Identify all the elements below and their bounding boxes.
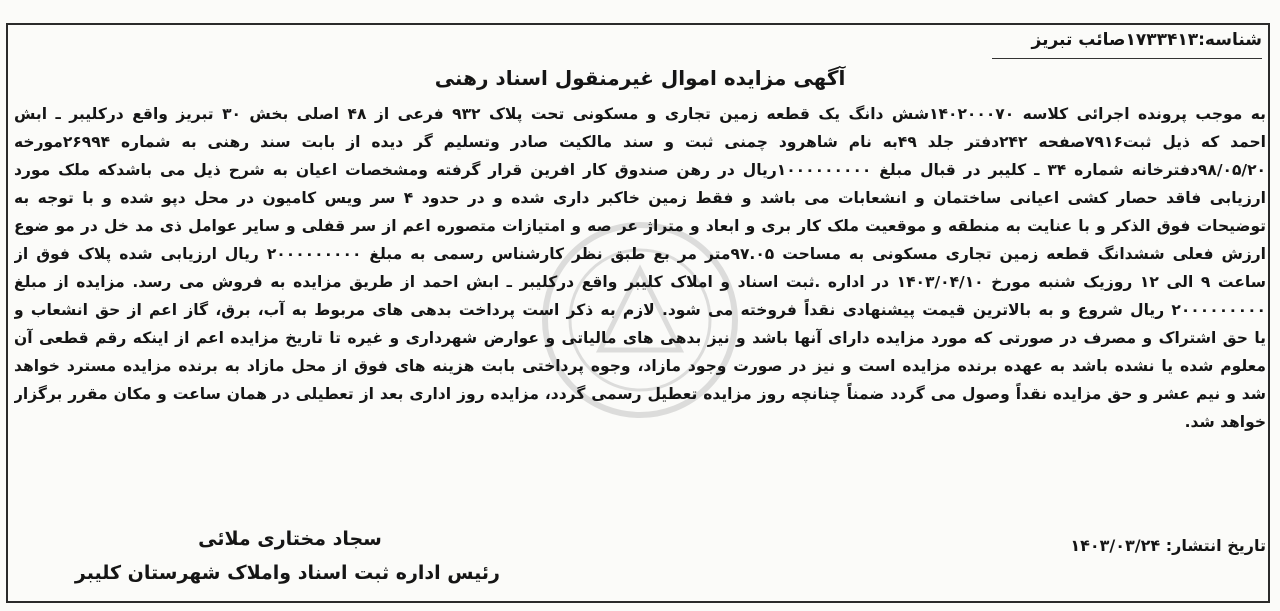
body-line: ساعت ۹ الی ۱۲ روزیک شنبه مورخ ۱۴۰۳/۰۴/۱۰ در اداره .ثبت اسناد و املاک کلیبر واقع درکلیبر ـ ابش احمد از طریق مزایده به فروش می رسد. مزایده از مبلغ — [14, 273, 1266, 291]
body-line: ارزش فعلی ششدانگ قطعه زمین تجاری مسکونی به مساحت ۹۷.۰۵متر مر بع طبق نظر کارشناس رسمی به مبلغ ۲۰۰۰۰۰۰۰۰۰ ریال ارزیابی شده پلاک فوق از — [14, 245, 1266, 263]
body-line: احمد که ذیل ثبت۷۹۱۶صفحه ۲۴۲دفتر جلد ۴۹به نام شاهرود چمنی ثبت و سند مالکیت صادر وتسلیم گر دیده از بابت سند رهنی به شماره ۲۶۹۹۴مورخه — [14, 133, 1266, 151]
body-line: خواهد شد. — [1184, 413, 1266, 431]
body-line: ارزیابی فاقد حصار کشی اعیانی ساختمان و انشعابات می باشد و فقط زمین خاکبر داری شده و در حدود ۴ سر ویس کامیون در محل دپو شده و با توجه به — [14, 189, 1266, 207]
body-line: ۲۰۰۰۰۰۰۰۰۰ ریال شروع و به بالاترین قیمت پیشنهادی نقداً فروخته می شود. لازم به ذکر است پرداخت بدهی های مربوط به آب، برق، گاز اعم از حق انشعاب و — [14, 301, 1266, 319]
signer-title: رئیس اداره ثبت اسناد واملاک شهرستان کلیبر — [74, 562, 500, 584]
notice-title: آگهی مزایده اموال غیرمنقول اسناد رهنی — [434, 66, 846, 90]
body-line: معلوم شده یا نشده باشد به عهده برنده مزایده است و نیز در صورت وجود مازاد، وجوه پرداختی بابت هزینه های فوق از محل مازاد به برنده مزایده مسترد خواهد — [14, 357, 1266, 375]
body-line: یا حق اشتراک و مصرف در صورتی که مورد مزایده دارای آنها باشد و نیز بدهی های مالیاتی و عوارض شهرداری و غیره تا تاریخ مزایده اعم از اینکه رقم قطعی آن — [14, 329, 1266, 347]
body-line: توضیحات فوق الذکر و با عنایت به منطقه و موقعیت ملک کار بری و ابعاد و متراژ عر صه و امتیازات متصوره اعم از سر قفلی و سایر عوامل ذی مد خل در مو ضوع — [14, 217, 1266, 235]
signer-name: سجاد مختاری ملائی — [198, 528, 382, 550]
notice-id: شناسه:۱۷۳۳۴۱۳صائب تبریز — [1031, 30, 1262, 50]
publish-date: تاریخ انتشار: ۱۴۰۳/۰۳/۲۴ — [1070, 536, 1266, 555]
notice-body — [14, 100, 1266, 436]
notice-id-underline — [992, 58, 1262, 59]
body-line: شد و نیم عشر و حق مزایده نقداً وصول می گردد ضمناً چنانچه روز مزایده تعطیل رسمی گردد، مزایده روز اداری بعد از تعطیلی در همان ساعت و مکان مقرر برگزار — [14, 385, 1266, 403]
body-line: به موجب پرونده اجرائی کلاسه ۱۴۰۲۰۰۰۷۰شش دانگ یک قطعه زمین تجاری و مسکونی تحت پلاک ۹۳۲ فرعی از ۴۸ اصلی بخش ۳۰ تبریز واقع درکلیبر ـ ابش — [14, 105, 1266, 123]
body-line: ۹۸/۰۵/۲۰دفترخانه شماره ۳۴ ـ کلیبر در قبال مبلغ ۱۰۰۰۰۰۰۰۰۰ریال در رهن صندوق کار افرین قرار گرفته ومشخصات اعیان به شرح ذیل می باشدکه ملک مورد — [14, 161, 1266, 179]
